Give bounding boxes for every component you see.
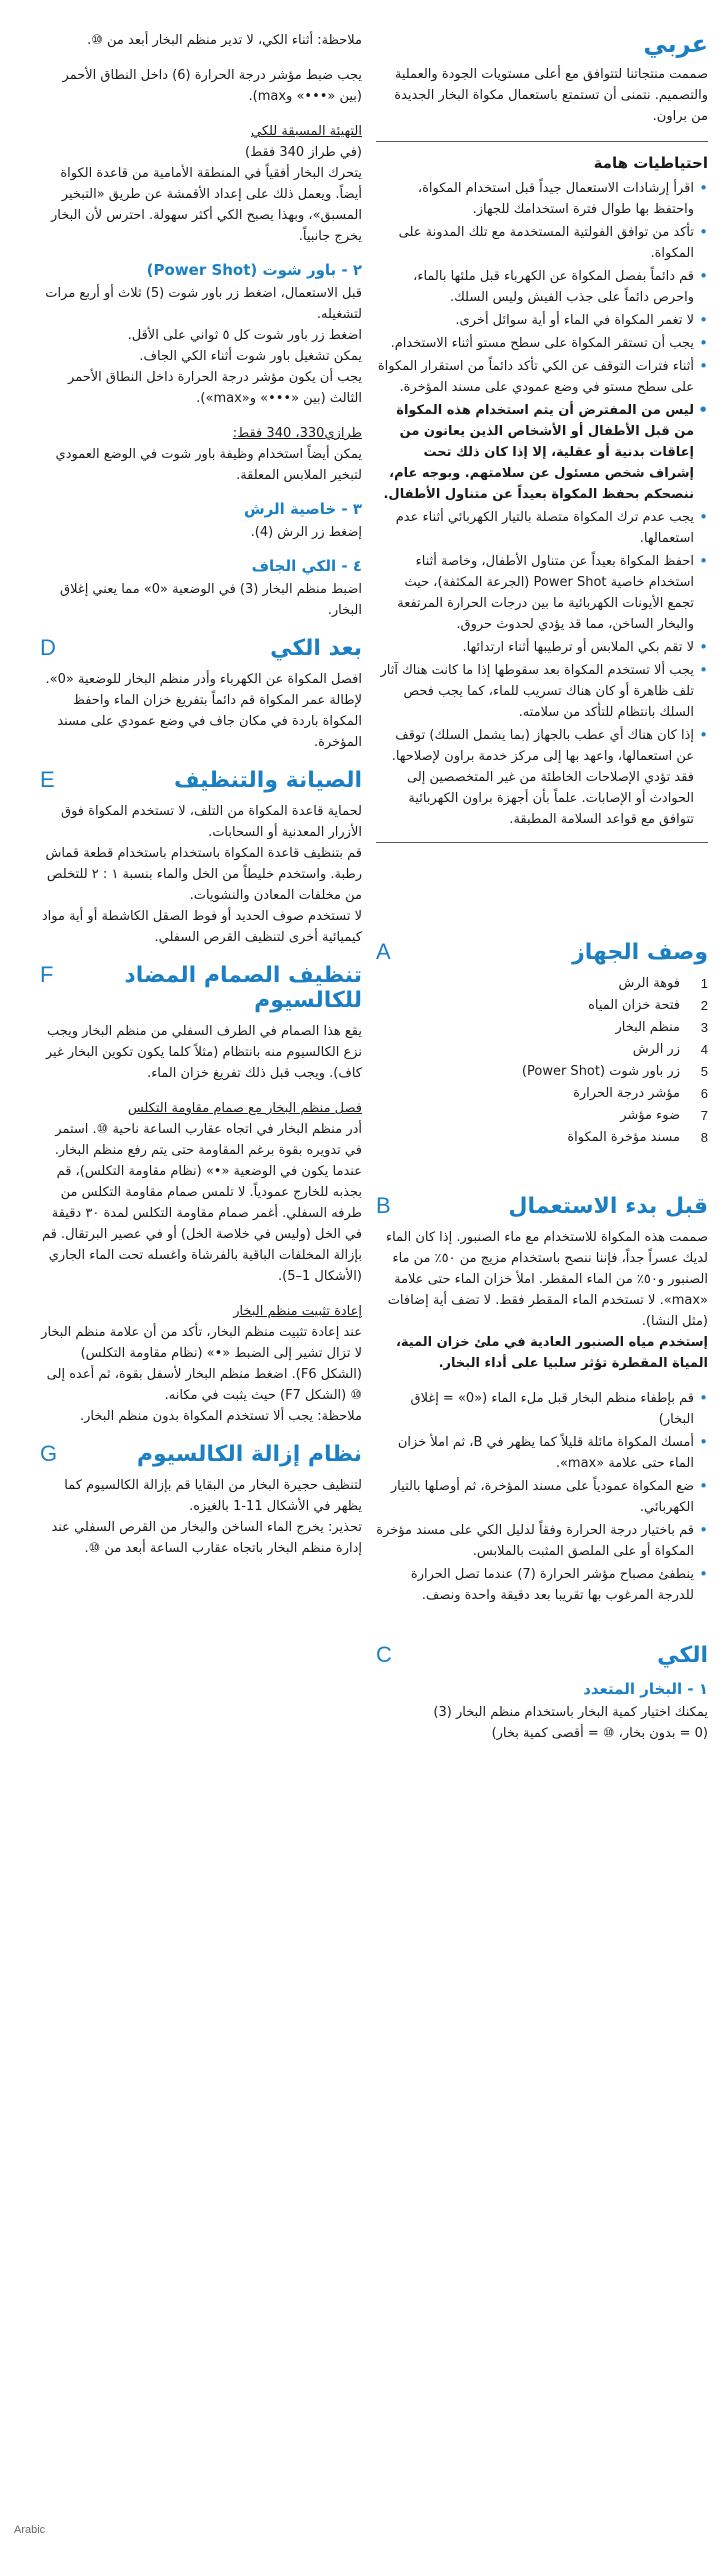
horizontal-steam-title: التهيئة المسبقة للكي	[250, 124, 362, 139]
power-shot-item: يمكن تشغيل باور شوت أثناء الكي الجاف.	[139, 349, 362, 364]
intro-text: صممت منتجاتنا لتتوافق مع أعلى مستويات الجودة والعملية والتصميم. نتمنى أن تستمتع باستعمال مكواة البخار الجديدة من براون.	[394, 67, 708, 124]
section-c-heading	[376, 1642, 708, 1668]
spacer	[376, 1608, 708, 1628]
section-c-title: الكي	[657, 1643, 708, 1668]
section-c-sub1-note: (0 = بدون بخار، ⑩ = أقصى كمية بخار)	[491, 1726, 708, 1741]
section-d-heading	[40, 635, 362, 661]
warning-item: • تأكد من توافق الفولتية المستخدمة مع تلك المدونة على المكواة.	[376, 222, 708, 264]
section-b-note: إستخدم مياه الصنبور العادية في ملئ خزان المية، المياة المقطرة تؤثر سلبيا على أداء البخار.	[395, 1335, 708, 1371]
divider	[376, 141, 708, 142]
section-a-letter: A	[376, 939, 391, 964]
power-shot-item: يجب أن يكون مؤشر درجة الحرارة داخل النطاق الأحمر الثالث (بين «•••» و«max»).	[68, 370, 362, 406]
step-item: • قم باختيار درجة الحرارة وفقاً لدليل الكي على مسند مؤخرة المكواة أو على الملصق المثبت بالملابس.	[376, 1520, 708, 1562]
section-f-sub1-text: أدر منظم البخار في اتجاه عقارب الساعة ناحية ⑩. استمر في تدويره بقوة برغم المقاومة حتى يتم رفع منظم البخار. عندما يكون في الوضعية «•» (نظام مقاومة التكلس)، قم بجذبه للخارج عمودياً. لا تلمس صمام مقاومة التكلس من طرفه السفلي. أغمر صمام مقاومة التكلس لمدة ٣٠ دقيقة في الخل (وليس في خلاصة الخل) أو في عصير البرتقال. قم بإزالة المخلفات الباقية بالفرشاة واغسله تحت الماء الجاري (الأشكال 1–5).	[41, 1122, 362, 1284]
part-item: 3 منظم البخار	[615, 1020, 708, 1035]
section-c-letter: C	[376, 1642, 392, 1667]
section-f-sub2-text: عند إعادة تثبيت منظم البخار، تأكد من أن علامة منظم البخار لا تزال تشير إلى الضبط «•» (نظام مقاومة التكلس) (الشكل F6). اضغط منظم البخار لأسفل بقوة، ثم أعده إلى ⑩ (الشكل F7) حيث يثبت في مكانه.	[41, 1325, 362, 1403]
part-item: 2 فتحة خزان المياه	[588, 998, 708, 1013]
section-b-intro: صممت هذه المكواة للاستخدام مع ماء الصنبور. إذا كان الماء لديك عسراً جداً، فإننا ننصح باستخدام مزيج من ٥٠٪ من ماء الصنبور و٥٠٪ من الماء المقطر. املأ خزان الماء حتى علامة «max». لا تستخدم الماء المقطر فقط. لا تضف أية إضافات (مثل النشا).	[386, 1230, 708, 1329]
section-e-title: الصيانة والتنظيف	[173, 768, 362, 793]
warning-item: • أثناء فترات التوقف عن الكي تأكد دائماً من استقرار المكواة على سطح مستو في وضع عمودي على مسند المؤخرة.	[376, 356, 708, 398]
horizontal-steam-model: (في طراز 340 فقط)	[245, 145, 362, 160]
section-g-title: نظام إزالة الكالسيوم	[136, 1442, 362, 1467]
section-g-warning: تحذير: يخرج الماء الساخن والبخار من القرص السفلي عند إدارة منظم البخار باتجاه عقارب الساعة أبعد من ⑩.	[51, 1520, 362, 1556]
warning-item: • ليس من المفترض أن يتم استخدام هذه المكواة من قبل الأطفال أو الأشخاص الذين يعانون من إعاقات بدنية أو عقلية، إلا إذا كان ذلك تحت إشراف شخص مسئول عن سلامتهم. وبوجه عام، ننصحكم بحفظ المكواة بعيداً عن متناول الأطفال.	[376, 400, 708, 505]
section-e-letter: E	[40, 767, 55, 792]
section-d-text: افصل المكواة عن الكهرباء وأدر منظم البخار للوضعية «0». لإطالة عمر المكواة قم دائماً بتفريغ خزان الماء واحفظ المكواة باردة في مكان جاف في وضع عمودي على مسند المؤخرة.	[45, 672, 362, 750]
part-item: 8 مسند مؤخرة المكواة	[567, 1130, 708, 1145]
warning-item: • يجب ألا تستخدم المكواة بعد سقوطها إذا ما كانت هناك آثار تلف ظاهرة أو كان هناك تسريب للماء، كما يجب فحص السلك بانتظام للتأكد من سلامته.	[376, 660, 708, 723]
warnings-list	[376, 178, 708, 830]
section-b-steps	[376, 1388, 708, 1606]
right-column	[376, 30, 708, 1744]
step-item: • قم بإطفاء منظم البخار قبل ملء الماء («0» = إغلاق البخار)	[376, 1388, 708, 1430]
section-f-sub2-note: ملاحظة: يجب ألا تستخدم المكواة بدون منظم البخار.	[79, 1409, 362, 1424]
part-item: 1 فوهة الرش	[618, 976, 708, 991]
warning-item: • لا تقم بكي الملابس أو ترطيبها أثناء ارتدائها.	[376, 637, 708, 658]
section-g-letter: G	[40, 1441, 58, 1466]
power-shot-title: ٢ - باور شوت (Power Shot)	[146, 261, 362, 279]
section-g-heading	[40, 1441, 362, 1467]
warnings-title: احتياطيات هامة	[593, 154, 708, 172]
section-f-sub2-title: إعادة تثبيت منظم البخار	[233, 1304, 362, 1319]
section-a-title: وصف الجهاز	[572, 940, 708, 965]
note-top: ملاحظة: أثناء الكي، لا تدير منظم البخار أبعد من ⑩.	[87, 33, 362, 48]
parts-list	[376, 973, 708, 1149]
power-shot-text: قبل الاستعمال، اضغط زر باور شوت (5) ثلاث أو أربع مرات لتشغيله.	[45, 286, 362, 322]
left-column	[40, 30, 362, 1559]
warning-item: • اقرأ إرشادات الاستعمال جيداً قبل استخدام المكواة، واحتفظ بها طوال فترة استخدامك للجهاز.	[376, 178, 708, 220]
section-e-text: لحماية قاعدة المكواة من التلف، لا تستخدم المكواة فوق الأزرار المعدنية أو السحابات.	[61, 804, 362, 840]
spacer	[376, 855, 708, 925]
step-item: • أمسك المكواة مائلة قليلاً كما يظهر في B، ثم املأ خزان الماء حتى علامة «max».	[376, 1432, 708, 1474]
section-f-text: يقع هذا الصمام في الطرف السفلي من منظم البخار ويجب نزع الكالسيوم منه بانتظام (مثلاً كلما يكون تكوين البخار غير كاف). ويجب قبل ذلك تفريغ خزان الماء.	[45, 1024, 362, 1081]
divider	[376, 842, 708, 843]
vertical-steam-text: يمكن أيضاً استخدام وظيفة باور شوت في الوضع العمودي لتبخير الملابس المعلقة.	[55, 447, 362, 483]
section-f-sub1-title: فصل منظم البخار مع صمام مقاومة التكلس	[127, 1101, 362, 1116]
section-b-letter: B	[376, 1193, 391, 1218]
section-b-title: قبل بدء الاستعمال	[508, 1194, 708, 1219]
section-b-heading	[376, 1193, 708, 1219]
spacer	[376, 1149, 708, 1179]
step-item: • ينطفئ مصباح مؤشر الحرارة (7) عندما تصل الحرارة للدرجة المرغوب بها تقريبا بعد دقيقة واحدة ونصف.	[376, 1564, 708, 1606]
section-c-sub1-title: ١ - البخار المتعدد	[583, 1680, 708, 1698]
spray-text: إضغط زر الرش (4).	[250, 525, 362, 540]
section-c-sub1-text: يمكنك اختيار كمية البخار باستخدام منظم البخار (3)	[433, 1705, 708, 1720]
warning-item: • يجب أن تستقر المكواة على سطح مستو أثناء الاستخدام.	[376, 333, 708, 354]
vertical-steam-models: طرازي330، 340 فقط:	[232, 426, 362, 441]
section-e-text: قم بتنظيف قاعدة المكواة باستخدام باستخدام قطعة قماش رطبة. واستخدم خليطاً من الخل والماء بنسبة ١ : ٢ للتخلص من مخلفات المعادن والنشويات.	[45, 846, 362, 903]
warning-item: • لا تغمر المكواة في الماء أو أية سوائل أخرى.	[376, 310, 708, 331]
section-g-text: لتنظيف حجيرة البخار من البقايا قم بإزالة الكالسيوم كما يظهر في الأشكال 11-1 بالغيزه.	[64, 1478, 362, 1514]
section-e-heading	[40, 767, 362, 793]
section-f-heading	[40, 962, 362, 1013]
step-item: • ضع المكواة عمودياً على مسند المؤخرة، ثم أوصلها بالتيار الكهربائي.	[376, 1476, 708, 1518]
warning-item: • إذا كان هناك أي عطب بالجهاز (بما يشمل السلك) توقف عن استعمالها، واعهد بها إلى مركز خدمة براون لإصلاحها. فقد تؤدي الإصلاحات الخاطئة من غير المتخصصين إلى الحوادث أو الإصابات. علماً بأن أجهزة براون الكهربائية تتوافق مع قواعد السلامة المطبقة.	[376, 725, 708, 830]
power-shot-item: اضغط زر باور شوت كل ٥ ثواني على الأقل.	[127, 328, 362, 343]
part-item: 4 زر الرش	[632, 1042, 708, 1057]
language-title: عربي	[643, 30, 708, 58]
section-f-letter: F	[40, 962, 54, 987]
part-item: 5 زر باور شوت (Power Shot)	[521, 1064, 708, 1079]
page-footer: Arabic	[14, 2524, 46, 2536]
section-d-letter: D	[40, 635, 56, 660]
section-f-title: تنظيف الصمام المضاد للكالسيوم	[124, 963, 362, 1013]
spray-title: ٣ - خاصية الرش	[243, 500, 362, 518]
warning-item: • احفظ المكواة بعيداً عن متناول الأطفال، وخاصة أثناء استخدام خاصية Power Shot (الجرعة المكثفة)، حيث تجمع الأيونات الكهربائية ما بين درجات الحرارة المرتفعة والبخار الساخن، مما قد يؤدي لحدوث حروق.	[376, 551, 708, 635]
section-e-text: لا تستخدم صوف الحديد أو فوط الصقل الكاشطة أو أية مواد كيميائية أخرى لتنظيف القرص السفلي.	[41, 909, 362, 945]
horizontal-steam-text: يتحرك البخار أفقياً في المنطقة الأمامية من قاعدة الكواة أيضاً. ويعمل ذلك على إعداد الأقمشة عن طريق «التبخير المسبق»، وبهذا يصبح الكي أكثر سهولة. احترس لأن البخار يخرج جانبياً.	[50, 166, 362, 244]
part-item: 7 ضوء مؤشر	[620, 1108, 708, 1123]
section-d-title: بعد الكي	[270, 636, 362, 661]
section-a-heading	[376, 939, 708, 965]
warning-item: • قم دائماً بفصل المكواة عن الكهرباء قبل ملئها بالماء، واحرص دائماً على جذب الفيش وليس السلك.	[376, 266, 708, 308]
warning-item: • يجب عدم ترك المكواة متصلة بالتيار الكهربائي أثناء عدم استعمالها.	[376, 507, 708, 549]
part-item: 6 مؤشر درجة الحرارة	[573, 1086, 708, 1101]
dry-ironing-title: ٤ - الكي الجاف	[251, 557, 362, 575]
dry-ironing-text: اضبط منظم البخار (3) في الوضعية «0» مما يعني إغلاق البخار.	[60, 582, 362, 618]
temp-note: يجب ضبط مؤشر درجة الحرارة (6) داخل النطاق الأحمر (بين «•••» وmax).	[62, 68, 362, 104]
